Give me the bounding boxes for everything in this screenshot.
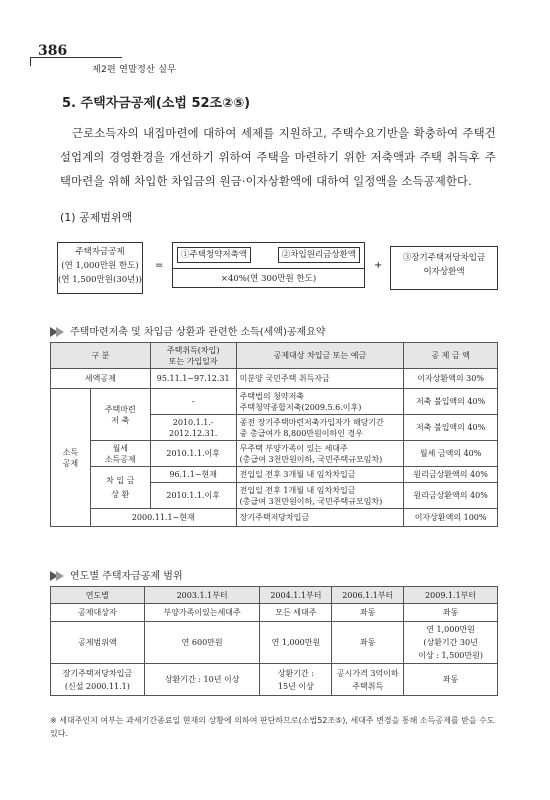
table-cell: 주택법의 청약저축 주택청약종합저축(2009.5.6.이후) xyxy=(236,389,404,415)
subsection-title: (1) 공제범위액 xyxy=(60,211,133,224)
table-cell: 96.1.1~현재 xyxy=(150,467,236,483)
table1-header: 공제대상 차입금 또는 예금 xyxy=(236,343,404,369)
header-rule-tick xyxy=(30,57,31,66)
table-row xyxy=(51,441,498,467)
table-cell: 장기주택저당차입금 xyxy=(236,509,404,527)
table1-heading xyxy=(50,323,326,338)
table-cell: 저축 불입액의 40% xyxy=(404,389,498,415)
table2-heading-text: 연도별 주택자금공제 범위 xyxy=(70,571,183,582)
table1-header: 공 제 금 액 xyxy=(404,343,498,369)
table1-heading-text: 주택마련저축 및 차입금 상환과 관련한 소득(세액)공제요약 xyxy=(70,327,326,338)
table-cell: 상환기간 : 15년 이상 xyxy=(260,664,332,696)
formula-left-line3: (연 1,500만원(30년)) xyxy=(58,275,142,285)
table-cell: 모든 세대주 xyxy=(260,604,332,622)
table-cell: 부양가족이있는세대주 xyxy=(144,604,260,622)
chapter-title: 제2편 연말정산 실무 xyxy=(92,65,177,75)
table2-header: 연도별 xyxy=(51,587,145,604)
formula-left-box xyxy=(57,242,143,294)
table-cell: 연 1,000만원 (상환기간 30년 이상 : 1,500만원) xyxy=(404,622,498,664)
table-cell: 장기주택저당차입금 (신설 2000.11.1) xyxy=(51,664,145,696)
table2-header: 2006.1.1부터 xyxy=(332,587,404,604)
table-row xyxy=(51,664,498,696)
section-body: 근로소득자의 내집마련에 대하여 세제를 지원하고, 주택수요기반을 확충하여 주택건설업계의 경영환경을 개선하기 위하여 주택을 마련하기 위한 저축액과 주택 취득후 주택마련을 위해 차입한 차입금의 원금·이자상환액에 대하여 일정액을 소득공제한다. xyxy=(60,127,496,188)
deduction-summary-table xyxy=(50,342,498,527)
table-cell: 소득 공제 xyxy=(51,389,91,527)
formula-left-line1: 주택자금공제 xyxy=(75,247,125,257)
table-cell: 좌동 xyxy=(404,604,498,622)
formula-item2: ②차입원리금상환액 xyxy=(278,247,360,263)
formula-item3-line2: 이자상환액 xyxy=(423,267,465,277)
table-cell: 이자상환액의 30% xyxy=(404,369,498,389)
formula-equals: = xyxy=(155,260,164,271)
table-cell: 월세 금액의 40% xyxy=(404,441,498,467)
table-row xyxy=(51,604,498,622)
footnote: ※ 세대주인지 여부는 과세기간종료일 현재의 상황에 의하여 판단하므로(소법52조⑤), 세대주 변경을 통해 소득공제를 받을 수도 있다. xyxy=(50,716,495,738)
table-cell: - xyxy=(150,389,236,415)
table-row xyxy=(51,622,498,664)
yearly-deduction-table xyxy=(50,586,498,696)
table2-header: 2003.1.1부터 xyxy=(144,587,260,604)
table-cell: 2000.11.1~현재 xyxy=(90,509,236,527)
formula-item3-line1: ③장기주택저당차입금 xyxy=(402,253,486,263)
table2-header: 2004.1.1부터 xyxy=(260,587,332,604)
table-cell: 저축 불입액의 40% xyxy=(404,415,498,441)
table-cell: 좌동 xyxy=(332,604,404,622)
table-cell: 원리금상환액의 40% xyxy=(404,467,498,483)
table-cell: 미분양 국민주택 취득자금 xyxy=(236,369,404,389)
table-cell: 공제대상자 xyxy=(51,604,145,622)
table-row xyxy=(51,467,498,483)
table-cell: 전입일 전후 3개월 내 임차차입금 xyxy=(236,467,404,483)
table2-header: 2009.1.1부터 xyxy=(404,587,498,604)
table1-header: 구 분 xyxy=(51,343,151,369)
table-cell: 95.11.1~97.12.31 xyxy=(150,369,236,389)
table-cell: 공제범위액 xyxy=(51,622,145,664)
table-row xyxy=(51,509,498,527)
formula-left-line2: (연 1,000만원 한도) xyxy=(61,261,139,271)
table-cell: 원리금상환액의 40% xyxy=(404,483,498,509)
formula-plus: + xyxy=(374,260,383,271)
table1-header: 주택취득(차입) 또는 가입일자 xyxy=(150,343,236,369)
table-cell: 종전 장기주택마련저축가입자가 해당기간 중 총급여가 8,800만원이하인 경우 xyxy=(236,415,404,441)
formula-item1: ①주택청약저축액 xyxy=(177,247,251,263)
table-row xyxy=(51,389,498,415)
table-cell: 주택마련 저 축 xyxy=(90,389,150,441)
table-cell: 무주택 부양가족이 있는 세대주 (총급여 3천만원이하, 국민주택규모임차) xyxy=(236,441,404,467)
section-title: 5. 주택자금공제(소법 52조②⑤) xyxy=(62,96,251,111)
formula-middle-box xyxy=(172,242,365,288)
page-number: 386 xyxy=(38,43,68,59)
table-cell: 좌동 xyxy=(404,664,498,696)
table-cell: 연 600만원 xyxy=(144,622,260,664)
table-cell: 좌동 xyxy=(332,622,404,664)
table-cell: 2010.1.1.- 2012.12.31. xyxy=(150,415,236,441)
arrow-icon xyxy=(56,571,64,581)
table-cell: 공시가격 3억이하 주택취득 xyxy=(332,664,404,696)
arrow-icon xyxy=(56,327,64,337)
table2-heading xyxy=(50,567,183,582)
table-row xyxy=(51,369,498,389)
table-cell: 2010.1.1.이후 xyxy=(150,483,236,509)
table-cell: 전입일 전후 1개월 내 임차차입금 (총급여 3천만원이하, 국민주택규모임차) xyxy=(236,483,404,509)
table-cell: 상환기간 : 10년 이상 xyxy=(144,664,260,696)
table-cell: 차 입 금 상 환 xyxy=(90,467,150,509)
formula-limit: ×40%(연 300만원 한도) xyxy=(173,268,364,286)
table-cell: 세액공제 xyxy=(51,369,151,389)
table-cell: 2010.1.1.이후 xyxy=(150,441,236,467)
table-cell: 월세 소득공제 xyxy=(90,441,150,467)
formula-right-box xyxy=(390,246,498,290)
table-cell: 연 1,000만원 xyxy=(260,622,332,664)
table-cell: 이자상환액의 100% xyxy=(404,509,498,527)
